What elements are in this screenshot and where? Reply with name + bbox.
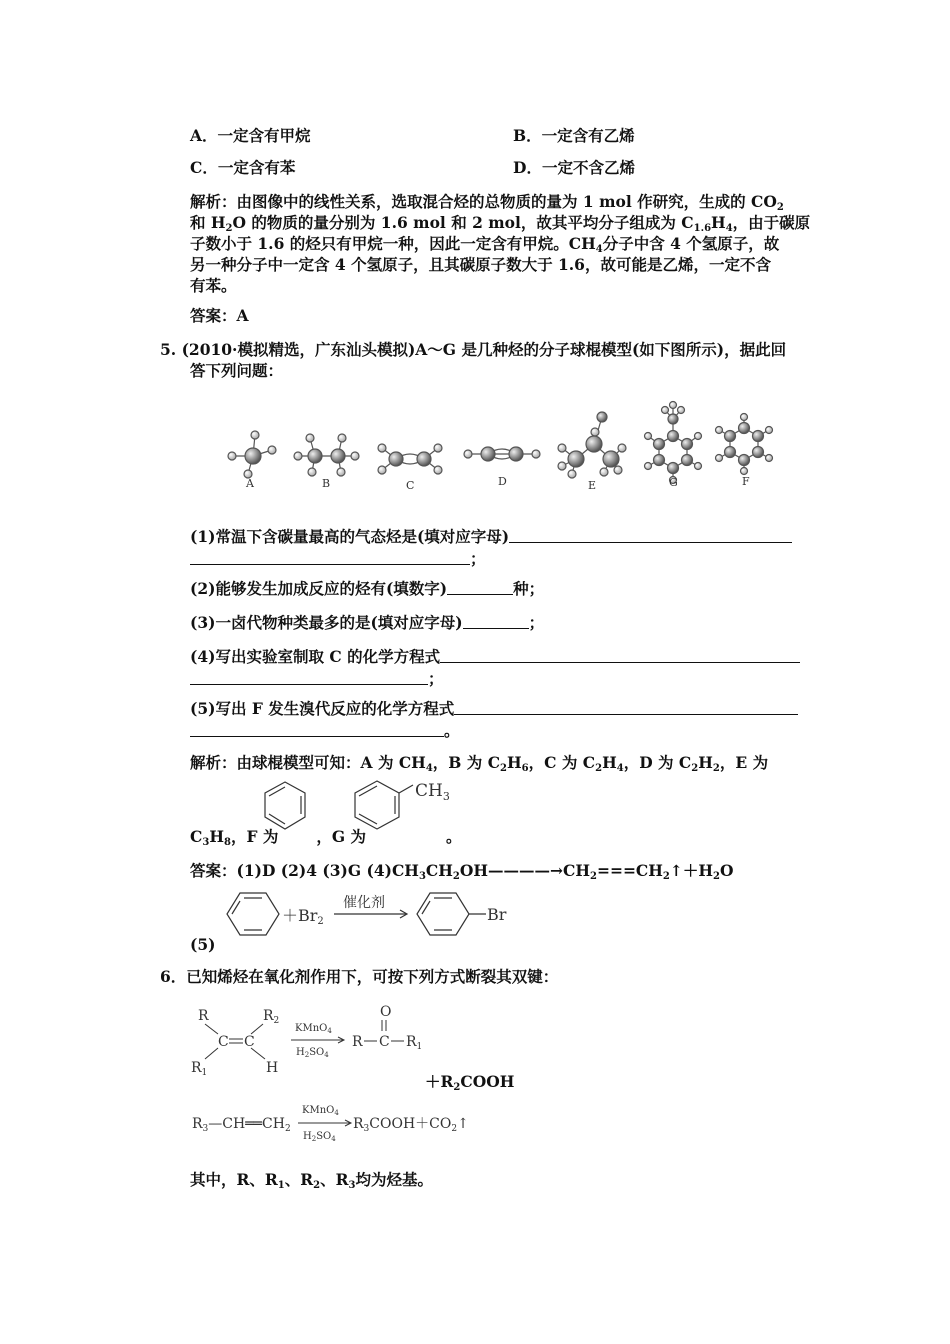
- o-label: O: [380, 1004, 392, 1020]
- oxidation-reaction-1: [185, 1002, 445, 1080]
- r-label: R: [198, 1008, 209, 1024]
- note-text: 均为烃基。: [355, 1170, 433, 1189]
- kmno4-label: KMnO$_4$: [295, 1023, 332, 1035]
- analysis-text: ，G 为: [316, 827, 366, 846]
- analysis-text: ，D 为 C: [623, 753, 692, 772]
- q5-part-5: [190, 699, 798, 719]
- model-d-acetylene: [464, 447, 540, 461]
- analysis-text: 由球棍模型可知：A 为 CH: [236, 753, 426, 772]
- analysis-text: 子数小于 1.6 的烃只有甲烷一种，因此一定含有甲烷。CH: [190, 234, 596, 253]
- answer-blank-1[interactable]: [509, 528, 792, 543]
- q5-part-4: [190, 647, 800, 667]
- analysis-text: 。: [445, 827, 462, 846]
- q6-stem: 6．已知烯烃在氧化剂作用下，可按下列方式断裂其双键：: [160, 967, 559, 986]
- catalyst-label: 催化剂: [343, 895, 385, 911]
- analysis-text: 分子中含 4 个氢原子，故: [602, 234, 780, 253]
- h2so4-label-2: $H_2SO_4$: [303, 1131, 336, 1143]
- kmno4-label-2: KMnO$_4$: [302, 1105, 339, 1117]
- c-atom-product: C: [379, 1034, 390, 1050]
- benzene-structure: [260, 778, 310, 833]
- r1-label-product: $R_1$: [406, 1034, 423, 1052]
- answer-text: CH: [425, 861, 453, 880]
- analysis-label: 解析：: [190, 753, 237, 772]
- model-a-methane: [228, 431, 276, 478]
- model-b-ethane: [294, 434, 359, 476]
- eq2-product: $R_3COOH+CO_2↑$: [353, 1116, 469, 1134]
- toluene-structure: [345, 775, 455, 835]
- model-f-benzene: [716, 414, 773, 475]
- answer-blank-5-cont[interactable]: [190, 722, 444, 737]
- q5-stem-line-1: 5. (2010·模拟精选，广东汕头模拟)A～G 是几种烃的分子球棍模型(如下图所示)，据此回: [160, 340, 787, 359]
- option-b: B．一定含有乙烯: [513, 126, 635, 145]
- analysis-text: H: [698, 753, 713, 772]
- part-2-text: (2)能够发生加成反应的烃有(填数字): [190, 579, 448, 598]
- q4-analysis-line-5: 有苯。: [190, 276, 237, 295]
- q5-answer-line-1: 答案：(1)D (2)4 (3)G $(4)CH_3CH_2OH————\to CH_2===CH_2↑+H_2O$: [190, 861, 734, 882]
- answer-text: O: [720, 861, 734, 880]
- analysis-text: ，B 为 C: [432, 753, 501, 772]
- q4-analysis-line-2: 和 $H_2O$ 的物质的量分别为 1.6 mol 和 2 mol，故其平均分子组成为 $C_{1.6}H_4$，由于碳原: [190, 213, 811, 234]
- answer-text: ↑＋H: [669, 861, 714, 880]
- note-text: 其中，R、R: [190, 1170, 278, 1189]
- note-text: 、R: [320, 1170, 349, 1189]
- part-1-text: (1)常温下含碳量最高的气态烃是(填对应字母): [190, 527, 510, 546]
- r2-label: $R_2$: [263, 1008, 280, 1026]
- analysis-label: 解析：: [190, 192, 237, 211]
- analysis-text: O 的物质的量分别为 1.6 mol 和 2 mol，故其平均分子组成为 C: [232, 213, 694, 232]
- eq2-reactant: $R_3—CH══CH_2$: [192, 1116, 291, 1134]
- part-3-text: (3)一卤代物种类最多的是(填对应字母): [190, 613, 463, 632]
- br-label: Br: [487, 905, 507, 924]
- br2-label: ＋Br2: [282, 906, 324, 927]
- answer-text: ===CH: [596, 861, 663, 880]
- q5-analysis-line-1: 解析：由球棍模型可知：A 为 $CH_4$，B 为 $C_2H_6$，C 为 $C_2H_4$，D 为 $C_2H_2$，E 为: [190, 753, 769, 774]
- r-label-product: R: [352, 1034, 363, 1050]
- model-label-a: A: [246, 477, 254, 490]
- model-label-b: B: [322, 477, 331, 490]
- q5-part-2: [190, 579, 544, 599]
- model-c-ethylene: [378, 444, 442, 474]
- bromination-reaction: [210, 888, 520, 940]
- q6-note: 其中，R、$R_1$、$R_2$、$R_3$均为烃基。: [190, 1170, 433, 1191]
- plus-r2-text: ＋R: [425, 1072, 454, 1091]
- q4-answer: 答案：A: [190, 306, 249, 325]
- model-label-f: F: [742, 475, 750, 488]
- q5-part-1-cont: [190, 549, 486, 569]
- model-label-e: E: [588, 479, 597, 492]
- part-4-end: ；: [428, 669, 444, 688]
- q5-stem-line-2: 答下列问题：: [190, 361, 284, 380]
- part-5-text: (5)写出 F 发生溴代反应的化学方程式: [190, 699, 455, 718]
- answer-text: 答案：(1)D (2)4 (3)G (4)CH: [190, 861, 419, 880]
- model-label-c: C: [406, 479, 415, 492]
- option-c: C．一定含有苯: [190, 158, 296, 177]
- analysis-text: ，C 为 C: [528, 753, 596, 772]
- answer-blank-2[interactable]: [447, 580, 513, 595]
- q4-analysis-line-1: 解析：由图像中的线性关系，选取混合烃的总物质的量为 1 mol 作研究，生成的 $CO_2$: [190, 192, 784, 213]
- q5-answer-5-label: (5): [190, 935, 216, 954]
- note-text: 、R: [284, 1170, 314, 1189]
- oxidation-reaction-2: [190, 1100, 490, 1145]
- analysis-text: H: [711, 213, 726, 232]
- q5-analysis-line-2: $C_3H_8$，F 为 ，G 为 。: [190, 827, 462, 848]
- part-2-end: 种；: [513, 579, 545, 598]
- answer-blank-4[interactable]: [440, 648, 800, 663]
- q4-analysis-line-4: 另一种分子中一定含 4 个氢原子，且其碳原子数大于 1.6，故可能是乙烯，一定不含: [190, 255, 771, 274]
- ball-stick-models-figure: [220, 400, 790, 500]
- analysis-text: H: [209, 827, 224, 846]
- part-3-end: ；: [528, 613, 545, 632]
- answer-blank-5[interactable]: [454, 700, 798, 715]
- analysis-text: ，由于碳原: [732, 213, 811, 232]
- model-e-propane: [558, 412, 626, 478]
- q5-part-3: [190, 613, 544, 633]
- answer-blank-4-cont[interactable]: [190, 670, 428, 685]
- part-5-end: 。: [444, 721, 460, 740]
- model-label-d: D: [498, 475, 507, 488]
- part-4-text: (4)写出实验室制取 C 的化学方程式: [190, 647, 441, 666]
- h-label: H: [266, 1060, 279, 1076]
- model-label-g: G: [669, 476, 678, 489]
- c-atom-2: C: [244, 1034, 255, 1050]
- plus-r2cooh: $+R_2COOH$: [425, 1072, 515, 1093]
- h2so4-label: $H_2SO_4$: [296, 1047, 329, 1059]
- analysis-text: 和 H: [190, 213, 226, 232]
- ch3-label: $CH_3$: [415, 781, 450, 803]
- analysis-text: H: [507, 753, 522, 772]
- part-1-end: ；: [470, 549, 486, 568]
- q5-part-4-cont: [190, 669, 444, 689]
- analysis-text: ，E 为: [719, 753, 769, 772]
- analysis-text: ，F 为: [230, 827, 279, 846]
- c-atom-1: C: [218, 1034, 229, 1050]
- r1-label: $R_1$: [191, 1060, 208, 1078]
- cooh-text: COOH: [460, 1072, 515, 1091]
- model-g-toluene: [645, 402, 702, 484]
- analysis-text: C: [190, 827, 203, 846]
- answer-blank-3[interactable]: [463, 614, 529, 629]
- option-a: A．一定含有甲烷: [190, 126, 311, 145]
- analysis-text: 由图像中的线性关系，选取混合烃的总物质的量为 1 mol 作研究，生成的 CO: [236, 192, 777, 211]
- option-d: D．一定不含乙烯: [513, 158, 635, 177]
- analysis-text: H: [602, 753, 617, 772]
- q5-part-1: [190, 527, 792, 547]
- answer-text: OH————→CH: [459, 861, 590, 880]
- q4-analysis-line-3: 子数小于 1.6 的烃只有甲烷一种，因此一定含有甲烷。$CH_4$分子中含 4 个氢原子，故: [190, 234, 780, 255]
- answer-blank-1-cont[interactable]: [190, 550, 470, 565]
- q5-part-5-cont: [190, 721, 460, 741]
